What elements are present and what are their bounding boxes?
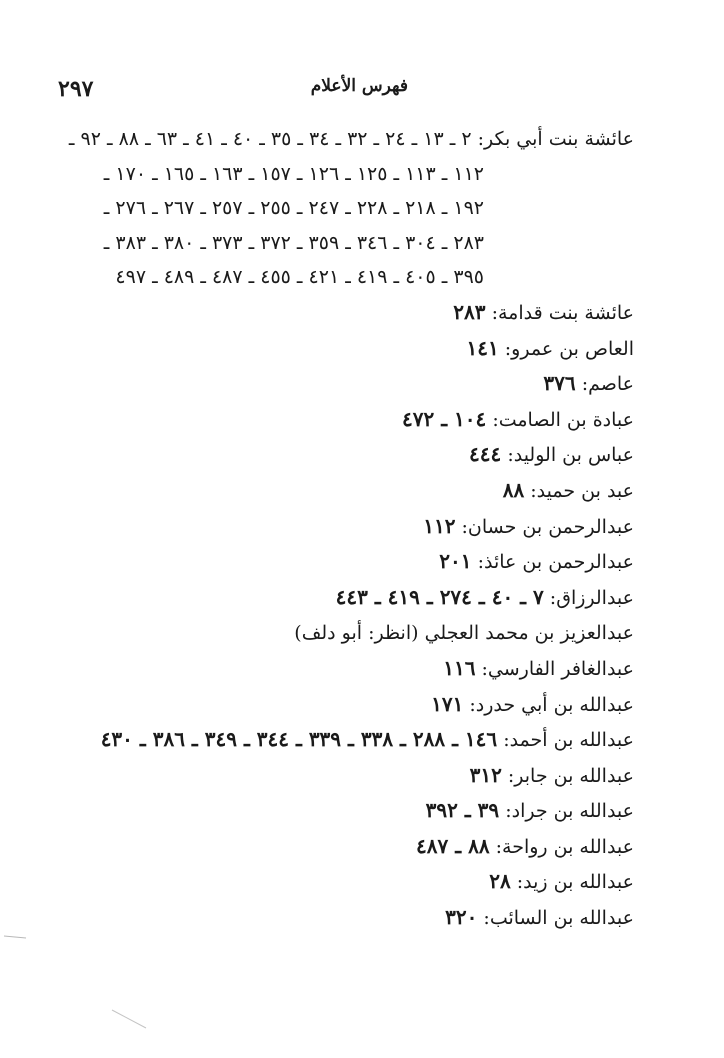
- entry-pages: ١٧١: [431, 691, 464, 716]
- entry-pages: ١١٢: [423, 513, 456, 538]
- entry-line: [54, 122, 634, 157]
- entry-continuation-line: [54, 226, 634, 261]
- index-entry-first: [54, 122, 634, 295]
- entry-pages: ٣٢٠: [445, 905, 478, 930]
- index-entry: [54, 402, 634, 438]
- entry-pages: ١٩٢ ـ ٢١٨ ـ ٢٢٨ ـ ٢٤٧ ـ ٢٥٥ ـ ٢٥٧ ـ ٢٦٧ ـ ٢٧٦ ـ: [103, 197, 484, 220]
- index-entry: [54, 864, 634, 900]
- index-entry: [54, 437, 634, 473]
- entry-pages: ٢٨٣: [453, 299, 486, 324]
- entry-name: عبدالغافر الفارسي:: [481, 657, 634, 680]
- entry-pages: ٣١٢: [469, 762, 502, 787]
- page-header: [58, 76, 666, 102]
- entry-name: عبد بن حميد:: [530, 479, 634, 502]
- index-entry: [54, 758, 634, 794]
- entry-name: عبدالله بن زيد:: [516, 871, 634, 894]
- index-entry: [54, 366, 634, 402]
- page-number: ٢٩٧: [58, 76, 94, 102]
- entry-name: عبدالرحمن بن حسان:: [461, 515, 634, 538]
- entry-name: عبدالله بن أبي حدرد:: [469, 693, 634, 716]
- entry-name: عبدالله بن أحمد:: [503, 729, 634, 752]
- scan-mark: [4, 936, 26, 938]
- index-entry: [54, 331, 634, 367]
- entry-pages: ١٤١: [466, 335, 499, 360]
- entry-name: عبدالرحمن بن عائذ:: [477, 551, 634, 574]
- entry-pages: ٤٤٤: [469, 442, 502, 467]
- index-entry: [54, 793, 634, 829]
- entry-pages: ٢٠١: [439, 549, 472, 574]
- entry-pages: ١٠٤ ـ ٤٧٢: [402, 406, 487, 431]
- entry-name: عائشة بنت قدامة:: [491, 301, 634, 324]
- index-entry: [54, 509, 634, 545]
- entry-name: العاص بن عمرو:: [504, 337, 634, 360]
- entry-pages: ٢ ـ ١٣ ـ ٢٤ ـ ٣٢ ـ ٣٤ ـ ٣٥ ـ ٤٠ ـ ٤١ ـ ٦٣ ـ ٨٨ ـ ٩٢ ـ: [68, 128, 472, 150]
- entry-continuation-line: [54, 191, 634, 226]
- entry-pages: ١١٦: [443, 655, 476, 680]
- entry-pages: ١٤٦ ـ ٢٨٨ ـ ٣٣٨ ـ ٣٣٩ ـ ٣٤٤ ـ ٣٤٩ ـ ٣٨٦ ـ ٤٣٠: [100, 727, 498, 752]
- entry-name: عبدالله بن السائب:: [483, 907, 634, 930]
- entry-pages: ٨٨ ـ ٤٨٧: [416, 833, 490, 858]
- entry-name: عبدالله بن جابر:: [507, 764, 634, 787]
- index-entry: [54, 295, 634, 331]
- entry-pages: ٨٨: [502, 477, 525, 502]
- entry-continuation-line: [54, 157, 634, 192]
- entry-pages: ٣٩٥ ـ ٤٠٥ ـ ٤١٩ ـ ٤٢١ ـ ٤٥٥ ـ ٤٨٧ ـ ٤٨٩ ـ ٤٩٧: [115, 266, 484, 289]
- index-entry: [54, 900, 634, 936]
- entry-pages: ٧ ـ ٤٠ ـ ٢٧٤ ـ ٤١٩ ـ ٤٤٣: [335, 584, 544, 609]
- entry-continuation-line: [54, 260, 634, 295]
- entry-name: عبدالله بن رواحة:: [495, 835, 634, 858]
- index-entry: [54, 544, 634, 580]
- index-entry: [54, 473, 634, 509]
- index-entry: [54, 722, 634, 758]
- entry-name: عبدالله بن جراد:: [505, 800, 634, 823]
- entry-pages: ٢٨٣ ـ ٣٠٤ ـ ٣٤٦ ـ ٣٥٩ ـ ٣٧٢ ـ ٣٧٣ ـ ٣٨٠ ـ ٣٨٣ ـ: [103, 231, 484, 254]
- index-entry: [54, 687, 634, 723]
- index-entries: [54, 122, 634, 936]
- entry-name: عبادة بن الصامت:: [492, 408, 634, 431]
- index-entry: [54, 615, 634, 651]
- entry-name: عبدالرزاق:: [549, 586, 634, 609]
- index-entry: [54, 651, 634, 687]
- index-entry: [54, 580, 634, 616]
- entry-pages: ٢٨: [489, 869, 511, 894]
- entry-name: عبدالعزيز بن محمد العجلي (انظر: أبو دلف): [294, 622, 634, 645]
- running-title: فهرس الأعلام: [310, 76, 408, 96]
- entry-name: عباس بن الوليد:: [507, 444, 634, 467]
- entry-name: عاصم:: [581, 373, 634, 396]
- scan-mark: [112, 1010, 146, 1028]
- entry-name: عائشة بنت أبي بكر:: [477, 128, 634, 150]
- index-entry: [54, 829, 634, 865]
- entry-pages: ١١٢ ـ ١١٣ ـ ١٢٥ ـ ١٢٦ ـ ١٥٧ ـ ١٦٣ ـ ١٦٥ ـ ١٧٠ ـ: [103, 162, 484, 185]
- entry-pages: ٣٧٦: [543, 371, 576, 396]
- entry-pages: ٣٩ ـ ٣٩٢: [425, 798, 500, 823]
